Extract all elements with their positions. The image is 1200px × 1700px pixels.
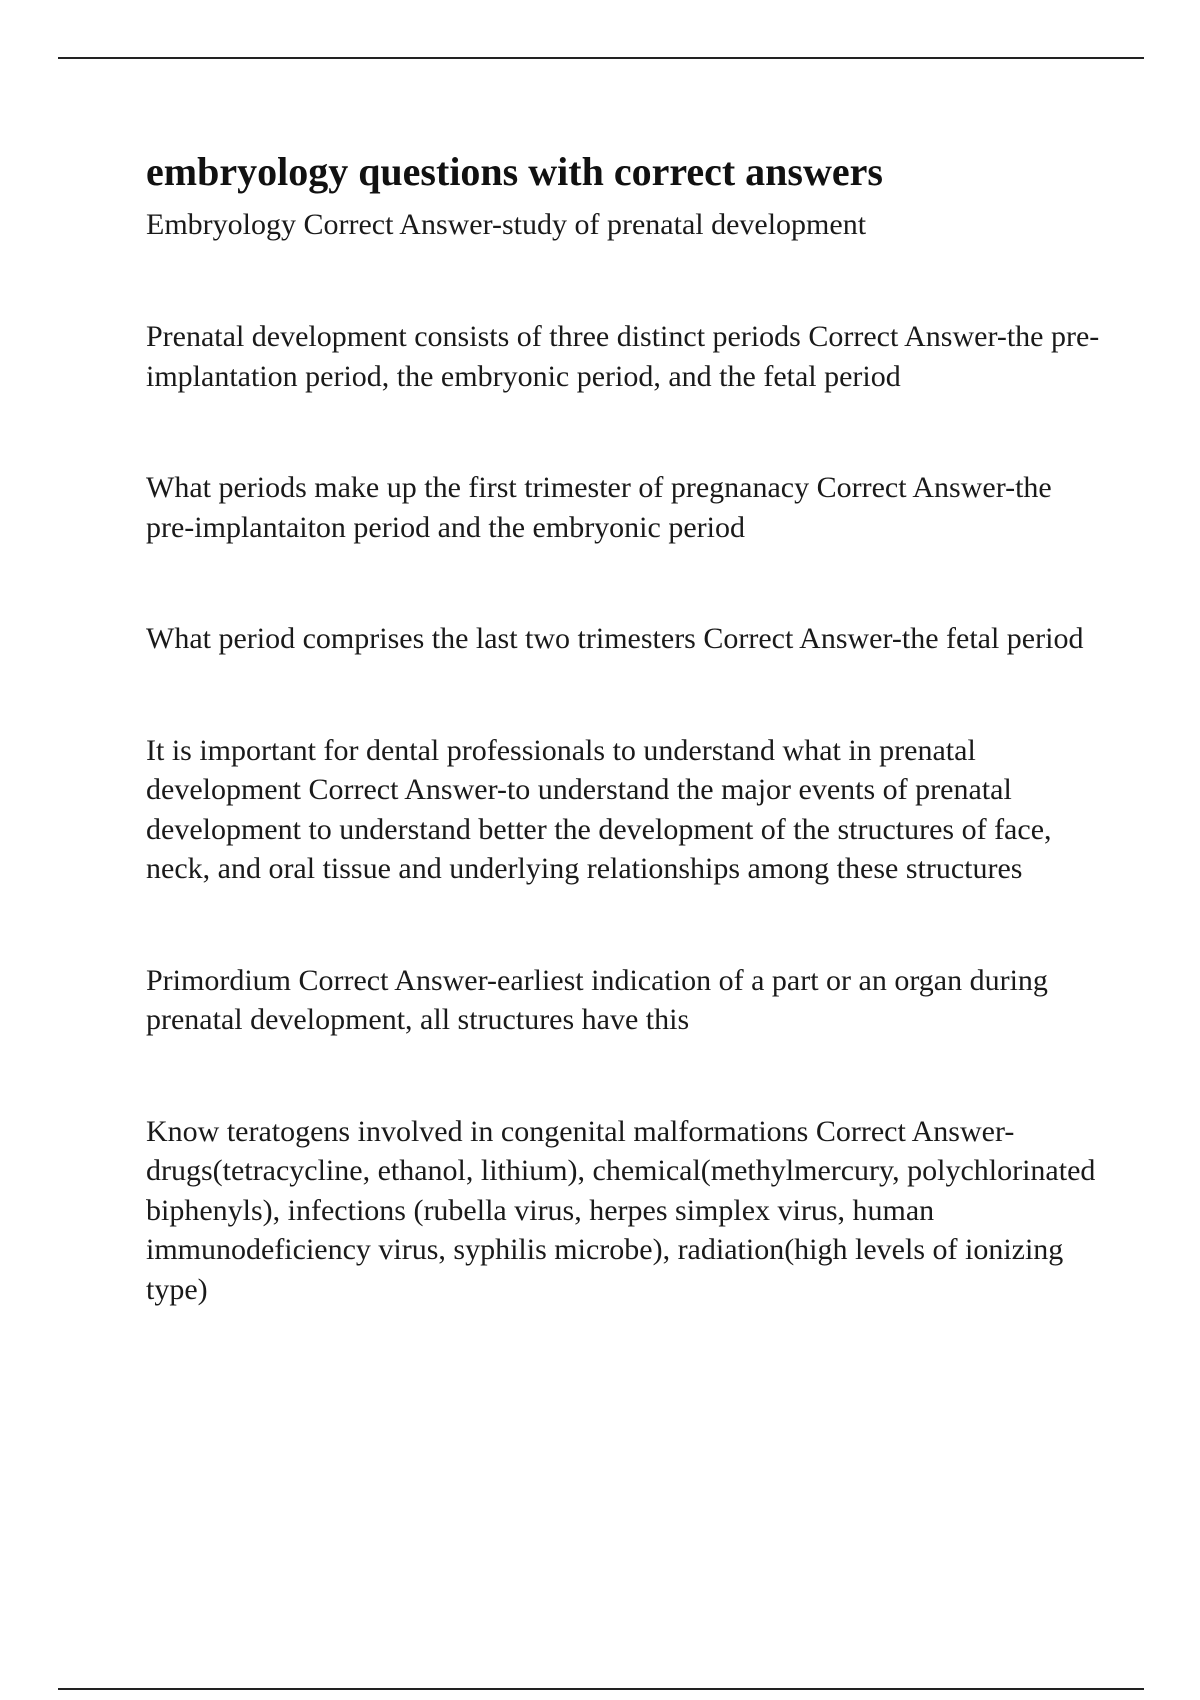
qa-entry-dental-importance: It is important for dental professionals to understand what in prenatal development Correct Answer-to understand the major events of prenatal development to understand better the development of the structures of face, neck, and oral tissue and underlying relationships among these structures (146, 733, 1052, 885)
document-title: embryology questions with correct answers (146, 149, 883, 194)
qa-entry-last-trimesters: What period comprises the last two trimesters Correct Answer-the fetal period (146, 622, 1084, 655)
document-body (146, 145, 1106, 1309)
qa-entry-primordium: Primordium Correct Answer-earliest indication of a part or an organ during prenatal development, all structures have this (146, 963, 1048, 1036)
qa-entry-prenatal-periods: Prenatal development consists of three distinct periods Correct Answer-the pre-implantation period, the embryonic period, and the fetal period (146, 320, 1100, 393)
qa-entry-embryology: Embryology Correct Answer-study of prenatal development (146, 208, 867, 241)
qa-entry-teratogens: Know teratogens involved in congenital malformations Correct Answer-drugs(tetracycline, ethanol, lithium), chemical(methylmercury, polychlorinated biphenyls), infections (rubella virus, herpes simplex virus, human immunodeficiency virus, syphilis microbe), radiation(high levels of ionizing type) (146, 1114, 1096, 1306)
top-rule (58, 57, 1144, 59)
qa-entry-first-trimester: What periods make up the first trimester of pregnanacy Correct Answer-the pre-implantaiton period and the embryonic period (146, 471, 1052, 544)
bottom-rule (58, 1688, 1144, 1690)
